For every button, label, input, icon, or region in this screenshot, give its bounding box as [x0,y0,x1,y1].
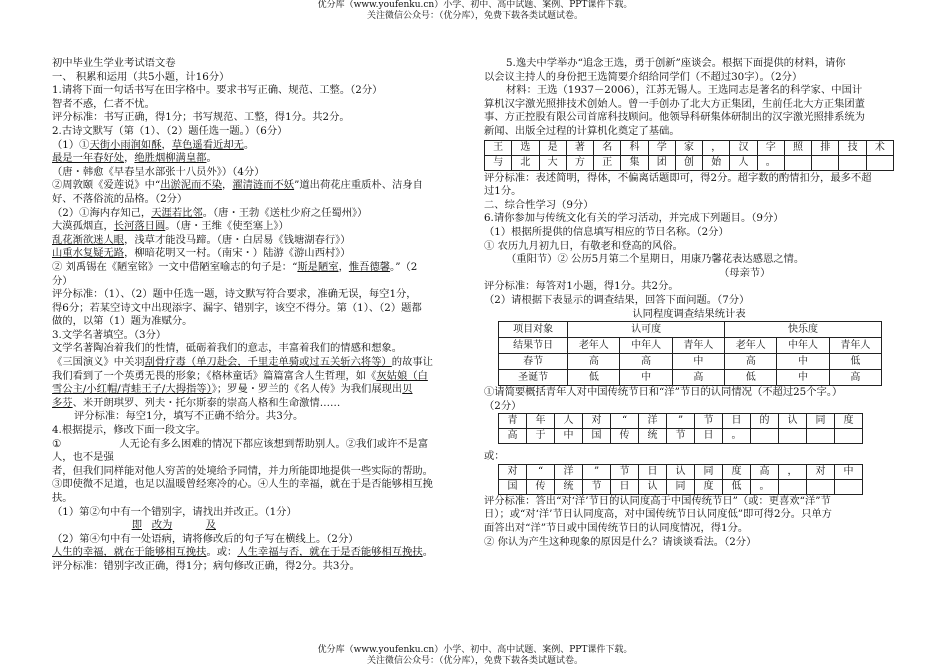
section-1-heading: 一、 积累和运用（共5小题，计16分） [52,70,230,83]
grid-cell: 始 [703,155,730,170]
grid-cell: 科 [621,140,648,155]
grid-cell: 是 [539,140,566,155]
q4-line: 者，但我们同样能对他人穷苦的处境给予同情，并力所能即地提供一些实际的帮助。 [52,464,433,477]
grid-cell: 北 [512,155,539,170]
grid-cell [807,479,835,494]
q6-sub-2: （2）请根据下表显示的调查结果，回答下面问题。（7分） [484,293,750,306]
q4-line: 人，也不是强 [52,451,114,464]
q6-sub-1-line: ① 农历九月初九日，有敬老和登高的风俗。 [484,239,683,252]
grid-cell: 节 [695,414,723,429]
grid-cell: 照 [784,140,811,155]
grid-cell: 认 [779,414,807,429]
grid-row [499,479,863,494]
q2-line: （1）①天街小雨润如酥，草色遥看近却无。 [52,138,255,151]
q2-line: 最是一年春好处，绝胜烟柳满皇都。 [52,152,217,165]
q2-score: 做的，以第（1）题为准赋分。 [52,315,193,328]
q6-or-label: 或： [484,450,505,463]
page-footer [0,645,950,667]
grid-cell: “ [527,464,555,479]
grid-cell: 排 [812,140,839,155]
question-1: 1.请将下面一句话书写在田字格中。要求书写正确、规范、工整。（2分） [52,84,383,97]
grid-cell: 度 [723,464,751,479]
grid-cell: 认 [667,464,695,479]
grid-cell: 创 [675,155,702,170]
grid-cell: 统 [555,479,583,494]
grid-cell [839,155,866,170]
table-header-cell: 青年人 [672,338,724,354]
grid-cell: 认 [639,479,667,494]
table-cell: 低 [725,370,777,386]
grid-cell: 国 [583,429,611,444]
grid-cell: 集 [621,155,648,170]
grid-cell: 统 [639,429,667,444]
grid-cell: 。 [757,155,784,170]
grid-cell: 对 [807,464,835,479]
q4-line: ③即使微不足道，也足以温暖曾经寒冷的心。④人生的幸福，就在于是否能够相互挽 [52,478,433,491]
question-1-score: 评分标准：书写正确，得1分；书写规范、工整，得1分。共2分。 [52,111,350,124]
grid-cell: 同 [667,479,695,494]
q3-line: 多芬、米开朗琪罗、列夫・托尔斯泰的崇高人格和生命激情…… [52,396,341,409]
q2-score: 评分标准：（1）、（2）题中任选一题，诗文默写符合要求，准确无误，每空1分， [52,288,417,301]
grid-cell: ” [667,414,695,429]
survey-table [498,321,882,386]
q3-score: 评分标准：每空1分，填写不正确不给分。共3分。 [74,410,304,423]
grid-cell: 同 [695,464,723,479]
grid-cell [807,429,835,444]
q3-line: 我们看到了一个英勇无畏的形象；《格林童话》篇篇富含人生哲理，如《灰姑娘（白 [52,369,428,382]
grid-row [485,155,894,170]
grid-cell: 日 [723,414,751,429]
grid-cell: 度 [695,479,723,494]
left-column [52,57,474,574]
q5-line: 以会议主持人的身份把王选简要介绍给同学们（不超过30字）。（2分） [484,70,803,83]
table-cell: 高 [672,370,724,386]
grid-cell: 汉 [730,140,757,155]
q2-score: 得6分；若某空诗文中出现添字、漏字、错别字，该空不得分。第（1）、（2）题都 [52,301,422,314]
table-header-cell: 中年人 [777,338,829,354]
table-cell: 中 [620,370,672,386]
grid-cell [784,155,811,170]
grid-cell: 人 [555,414,583,429]
question-4: 4.根据提示，修改下面一段文字。 [52,424,206,437]
q6-sub-2-question: （2分） [484,399,522,412]
section-2-heading: 二、综合性学习（9分） [484,198,594,211]
q6-score: 面答出对“洋”节日或中国传统节日的认同度情况，得1分。 [484,522,749,535]
grid-cell [835,429,863,444]
table-cell: 圣诞节 [499,370,568,386]
q6-score: 评分标准：答出“对‘洋’节日的认同度高于中国传统节日”（或：更喜欢“洋”节 [484,494,831,507]
grid-cell: 节 [667,429,695,444]
grid-cell: 中 [555,429,583,444]
grid-cell: 大 [539,155,566,170]
answer-grid-q6-b [498,464,863,495]
grid-cell: 王 [485,140,512,155]
grid-cell: 。 [723,429,751,444]
table-cell: 高 [725,354,777,370]
grid-cell [751,429,779,444]
grid-cell: 中 [835,464,863,479]
grid-cell: 人 [730,155,757,170]
table-row [499,354,882,370]
grid-cell: 的 [751,414,779,429]
grid-cell: 传 [611,429,639,444]
table-cell: 高 [829,370,881,386]
question-5: 5.逸夫中学举办“追念王选，勇于创新”座谈会。根据下面提供的材料，请你 [506,57,846,69]
table-row [499,370,882,386]
grid-cell: 家 [675,140,702,155]
table-header-cell: 中年人 [620,338,672,354]
grid-cell: 高 [751,464,779,479]
q5-material: 材料：王选（1937－2006），江苏无锡人。王选同志是著名的科学家、中国计 [506,84,863,97]
q6-sub-1-score: 评分标准：每答对1小题，得1分。共2分。 [484,280,679,293]
q3-line: 雪公主/小红帽/青蛙王子/大拇指等）》；罗曼・罗兰的《名人传》为我们展现出贝 [52,383,413,396]
grid-cell: 度 [835,414,863,429]
grid-cell [779,429,807,444]
grid-cell: 洋 [555,464,583,479]
table-cell: 中 [672,354,724,370]
q3-line: 《三国演义》中关羽刮骨疗毒（单刀赴会，千里走单骑或过五关斩六将等）的故事让 [52,356,433,369]
survey-table-title: 认同程度调查结果统计表 [632,307,746,320]
header-line-1: 优分库（www.youfenku.cn）小学、初中、高中试题、案例、PPT课件下载。 [317,0,633,10]
grid-cell [812,155,839,170]
q2-line: 山重水复疑无路，柳暗花明又一村。（南宋・）陆游《游山西村》） [52,247,351,260]
table-cell: 高 [620,354,672,370]
q4-sub-2: （2）第④句中有一处语病，请将修改后的句子写在横线上。（2分） [52,532,359,545]
q4-score: 评分标准：错别字改正确，得1分；病句修改正确，得2分。共3分。 [52,559,360,572]
q5-material: 算机汉字激光照排技术创始人。曾一手创办了北大方正集团，生前任北大方正集团董 [484,97,865,110]
q4-line: 扶。 [52,492,73,504]
question-1-text: 智者不惑，仁者不忧。 [52,97,155,110]
table-header-cell: 老年人 [568,338,620,354]
grid-cell: 日 [639,464,667,479]
grid-cell: 日 [611,479,639,494]
table-cell: 中 [777,354,829,370]
footer-line-1: 优分库（www.youfenku.cn）小学、初中、高中试题、案例、PPT课件下载。 [317,645,633,655]
q5-material: 事、方正控股有限公司首席科技顾问。他领导科研集体研制出的汉字激光照排系统为 [484,111,865,124]
grid-cell: 传 [527,479,555,494]
q2-line: 好、不落俗流的品格。（2分） [52,192,188,205]
grid-cell: 方 [566,155,593,170]
grid-cell: 年 [527,414,555,429]
table-cell: 春节 [499,354,568,370]
q4-sub-1: （1）第②句中有一个错别字，请找出并改正。（1分） [52,505,297,518]
q5-score: 过1分。 [484,185,522,198]
grid-cell: ， [703,140,730,155]
question-3: 3.文学名著填空。（3分） [52,328,167,341]
q6-sub-2-question-2: ② 你认为产生这种现象的原因是什么？请谈谈看法。（2分） [484,535,757,548]
grid-cell: 名 [594,140,621,155]
grid-cell: 正 [594,155,621,170]
q4-sub-2-answer: 人生的幸福，就在于能够相互挽扶。或：人生幸福与否，就在于是否能够相互挽扶。 [52,546,433,559]
grid-cell: 日 [695,429,723,444]
question-2: 2.古诗文默写（第（1）、（2）题任选一题。）（6分） [52,124,288,137]
grid-cell [779,479,807,494]
grid-cell: 。 [751,479,779,494]
q6-sub-1: （1）根据所提供的信息填写相应的节日名称。（2分） [484,225,729,238]
grid-cell: 技 [839,140,866,155]
grid-cell: 对 [499,464,527,479]
exam-title: 初中毕业生学业考试语文卷 [52,57,176,69]
table-header-item: 项目对象 [499,322,568,338]
grid-row [485,140,894,155]
table-header-cell: 老年人 [725,338,777,354]
grid-cell: 字 [757,140,784,155]
grid-cell: 著 [566,140,593,155]
grid-cell [835,479,863,494]
grid-row [499,414,863,429]
grid-cell: 对 [583,414,611,429]
question-6: 6.请你参加与传统文化有关的学习活动，并完成下列题目。（9分） [484,212,784,225]
q2-line: （唐・韩愈《早春呈水部张十八员外》）（4分） [52,165,265,178]
q6-sub-1-line: （重阳节）② 公历5月第二个星期日，用康乃馨花表达感恩之情。 [506,253,805,266]
grid-cell: 学 [648,140,675,155]
table-cell: 高 [568,354,620,370]
grid-cell: 选 [512,140,539,155]
grid-cell: 同 [807,414,835,429]
grid-cell: 低 [723,479,751,494]
q2-line: 大漠孤烟直，长河落日圆。（唐・王维《使至塞上》） [52,220,289,233]
grid-cell: 青 [499,414,527,429]
page-header [0,0,950,22]
grid-cell: ” [583,464,611,479]
grid-cell: 节 [583,479,611,494]
grid-cell: 团 [648,155,675,170]
q2-line: 分） [52,274,73,287]
q4-line: ① 人无论有多么困难的情况下都应该想到帮助别人。②我们或许不是富 [52,437,429,450]
grid-cell: 高 [499,429,527,444]
q6-sub-2-question: ①请简要概括青年人对中国传统节日和“洋”节日的认同情况（不超过25个字。） [484,386,843,399]
q2-line: （2）①海内存知己，天涯若比邻。（唐・王勃《送杜少府之任蜀州》） [52,206,368,219]
q2-line: ②周敦颐《爱莲说》中“出淤泥而不染，濯清涟而不妖”道出荷花庄重质朴、洁身自 [52,179,423,192]
q5-material: 新闻、出版全过程的计算机化奠定了基础。 [484,124,680,137]
grid-cell: ， [779,464,807,479]
footer-line-2: 关注微信公众号：（优分库），免费下载各类试题试卷。 [366,656,583,666]
table-cell: 低 [829,354,881,370]
q6-sub-1-line: （母亲节） [719,266,771,279]
q3-line: 文学名著陶冶着我们的性情，砥砺着我们的意志，丰富着我们的情感和想象。 [52,342,403,355]
grid-cell: 节 [611,464,639,479]
q6-score: 日）；或“对‘洋’节日认同度高，对中国传统节日认同度低”即可得2分。只单方 [484,508,832,521]
table-cell: 中 [777,370,829,386]
grid-cell [866,155,893,170]
grid-cell: 术 [866,140,893,155]
grid-cell: 洋 [639,414,667,429]
grid-row [499,429,863,444]
answer-grid-q6-a [498,413,863,444]
header-line-2: 关注微信公众号：（优分库），免费下载各类试题试卷。 [366,11,583,21]
table-header-festival: 结果节日 [499,338,568,354]
grid-cell: “ [611,414,639,429]
q2-line: ② 刘禹锡在《陋室铭》一文中借陋室喻志的句子是：“斯是陋室，惟吾德馨。”（2 [52,260,418,273]
grid-row [499,464,863,479]
q2-line: 乱花渐欲迷人眼，浅草才能没马蹄。（唐・白居易《钱塘湖春行》） [52,233,351,246]
grid-cell: 与 [485,155,512,170]
table-cell: 低 [568,370,620,386]
table-header-group: 认可度 [568,322,725,338]
table-header-group: 快乐度 [725,322,882,338]
table-header-cell: 青年人 [829,338,881,354]
answer-grid-q5 [484,140,894,171]
q5-score: 评分标准：表述简明，得体，不偏离话题即可，得2分。超字数的酌情扣分，最多不超 [484,171,872,184]
q4-sub-1-answer: 即 改为 及 [131,519,216,532]
right-column [484,57,894,549]
grid-cell: 于 [527,429,555,444]
grid-cell: 国 [499,479,527,494]
